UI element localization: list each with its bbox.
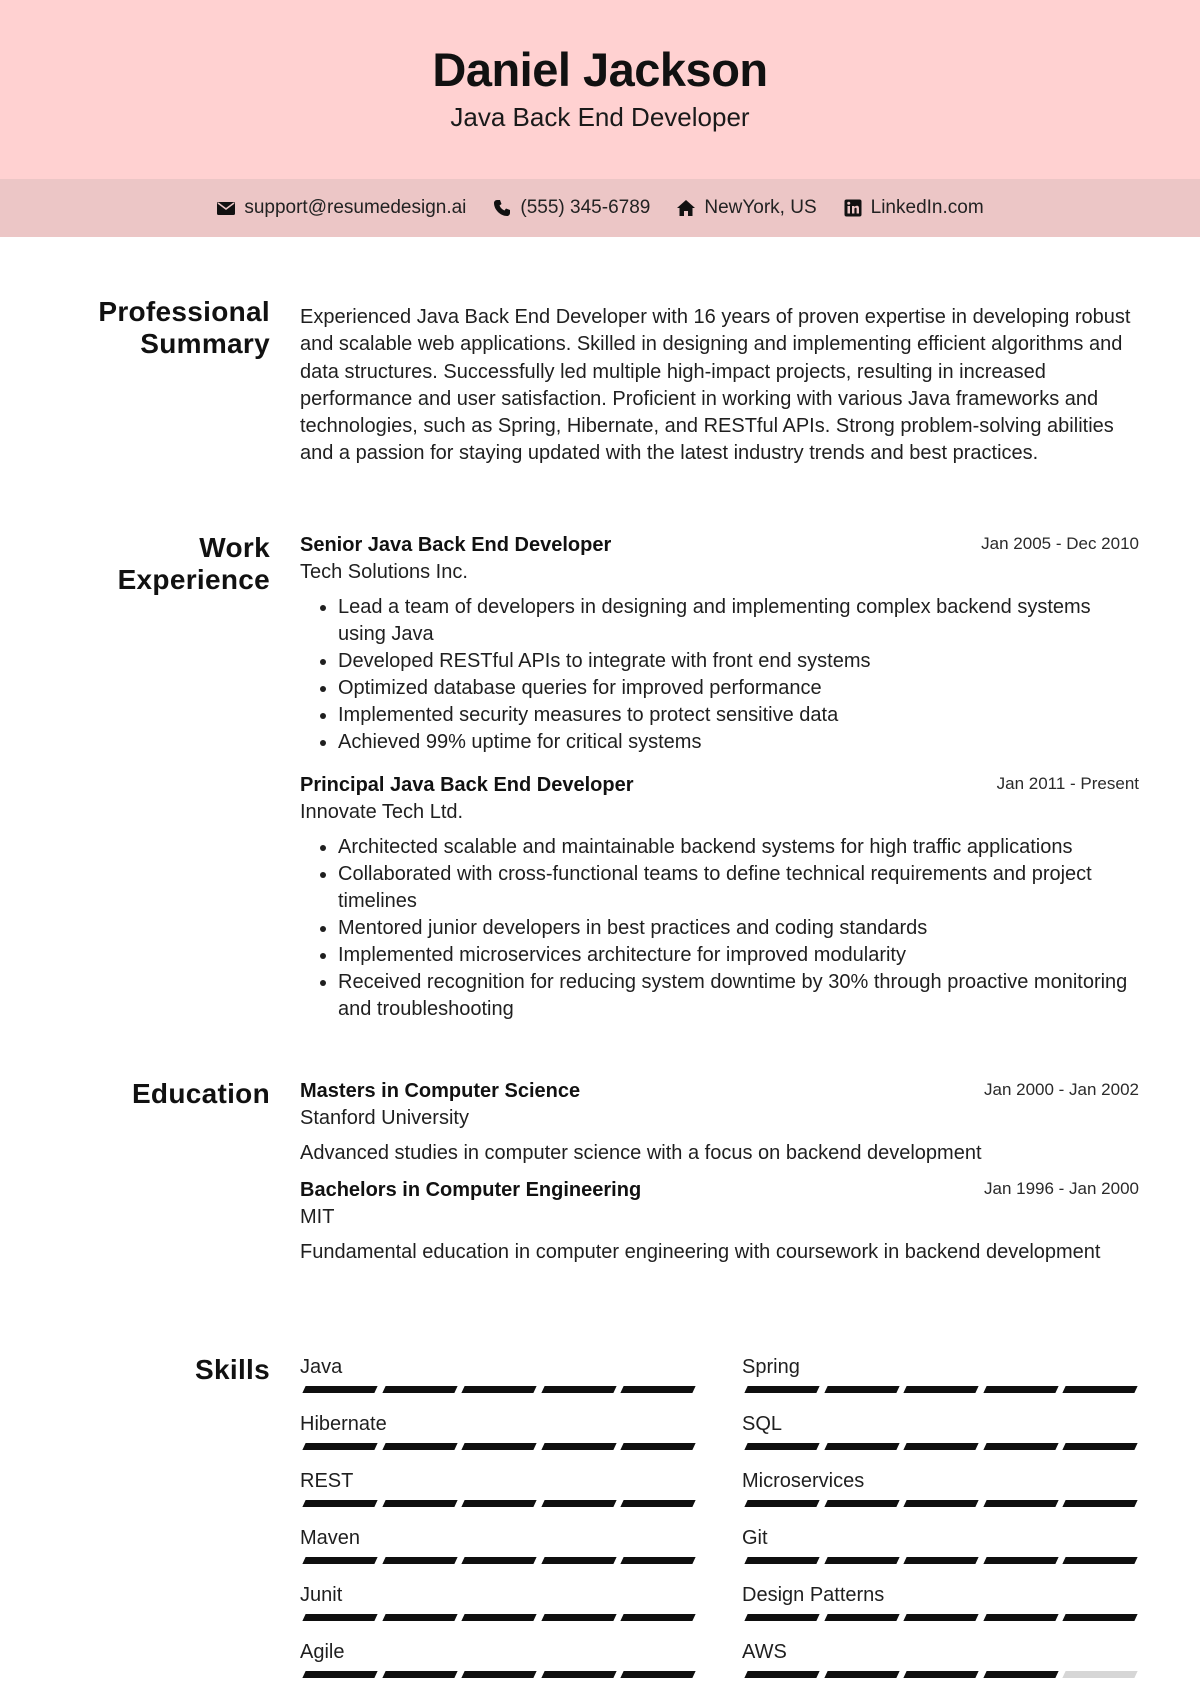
skill-item <box>742 1639 1139 1666</box>
skill-name: AWS <box>742 1641 787 1663</box>
skill-level-segment <box>983 1614 1058 1621</box>
experience-heading-line2: Experience <box>117 564 270 595</box>
job-title: Principal Java Back End Developer <box>300 774 634 796</box>
skill-level-segment <box>541 1614 616 1621</box>
skills-section <box>0 1354 1200 1684</box>
skill-level-segment <box>824 1500 899 1507</box>
skill-level-bar <box>742 1614 1139 1622</box>
candidate-name: Daniel Jackson <box>432 43 768 96</box>
experience-heading-line1: Work <box>199 532 270 563</box>
skill-level-segment <box>1062 1443 1137 1450</box>
skill-level-segment <box>620 1614 695 1621</box>
skill-level-segment <box>744 1557 819 1564</box>
skill-level-segment <box>382 1671 457 1678</box>
skill-name: Junit <box>300 1584 343 1606</box>
skill-name: Hibernate <box>300 1413 387 1435</box>
skill-level-segment <box>903 1443 978 1450</box>
skill-level-segment <box>620 1671 695 1678</box>
skill-level-segment <box>461 1500 536 1507</box>
skill-level-segment <box>541 1557 616 1564</box>
skill-level-bar <box>742 1671 1139 1679</box>
skill-level-segment <box>382 1500 457 1507</box>
job-entry <box>300 532 1139 756</box>
skill-name: Agile <box>300 1641 345 1663</box>
skills-heading: Skills <box>195 1354 270 1385</box>
skill-item <box>300 1582 697 1609</box>
skill-level-segment <box>1062 1557 1137 1564</box>
skill-name: Spring <box>742 1356 800 1378</box>
job-dates: Jan 2011 - Present <box>996 774 1139 793</box>
skill-name: Microservices <box>742 1470 865 1492</box>
job-bullet: • Lead a team of developers in designing and implementing complex backend systems using Java <box>338 594 1139 648</box>
skill-level-segment <box>461 1443 536 1450</box>
skill-level-bar <box>300 1500 697 1508</box>
skill-level-bar <box>300 1386 697 1394</box>
skill-name: SQL <box>742 1413 783 1435</box>
skill-level-segment <box>824 1671 899 1678</box>
skill-level-bar <box>742 1500 1139 1508</box>
skill-level-segment <box>461 1614 536 1621</box>
skill-level-segment <box>620 1500 695 1507</box>
job-entry <box>300 772 1139 1023</box>
skill-level-segment <box>1062 1500 1137 1507</box>
skill-level-segment <box>744 1671 819 1678</box>
skill-name: Java <box>300 1356 343 1378</box>
job-bullet: • Achieved 99% uptime for critical systems <box>338 729 1139 756</box>
job-bullet: • Optimized database queries for improved performance <box>338 675 1139 702</box>
school-name: Stanford University <box>300 1107 469 1129</box>
skill-level-segment <box>824 1386 899 1393</box>
skill-level-segment <box>903 1500 978 1507</box>
skill-level-segment <box>302 1443 377 1450</box>
education-dates: Jan 2000 - Jan 2002 <box>983 1080 1139 1099</box>
skill-level-bar <box>300 1443 697 1451</box>
home-icon <box>676 198 696 218</box>
skill-level-segment <box>824 1557 899 1564</box>
skill-level-segment <box>541 1386 616 1393</box>
phone-text[interactable]: (555) 345-6789 <box>520 197 651 218</box>
skill-level-segment <box>382 1614 457 1621</box>
skill-item <box>742 1582 1139 1609</box>
skill-level-bar <box>742 1386 1139 1394</box>
skill-item <box>300 1468 697 1495</box>
resume-header <box>0 0 1200 179</box>
skills-grid <box>300 1354 1139 1684</box>
skill-level-segment <box>744 1500 819 1507</box>
location-text: NewYork, US <box>704 197 817 218</box>
skill-item <box>742 1411 1139 1438</box>
skill-level-segment <box>744 1443 819 1450</box>
candidate-title: Java Back End Developer <box>450 102 750 132</box>
job-bullet: • Developed RESTful APIs to integrate with front end systems <box>338 648 1139 675</box>
skill-item <box>742 1354 1139 1381</box>
skill-level-segment <box>302 1614 377 1621</box>
job-bullet: • Implemented microservices architecture for improved modularity <box>338 942 1139 969</box>
job-bullet: • Architected scalable and maintainable backend systems for high traffic applications <box>338 834 1139 861</box>
contact-email[interactable] <box>216 197 466 219</box>
summary-text: Experienced Java Back End Developer with 16 years of proven expertise in developing robust and scalable web applications. Skilled in designing and implementing efficient algorithms and data structures. Successfully led multiple high-impact projects, resulting in increased performance and user satisfaction. Proficient in working with various Java frameworks and technologies, such as Spring, Hibernate, and RESTful APIs. Strong problem-solving abilities and a passion for staying updated with the latest industry trends and best practices. <box>300 306 1131 465</box>
envelope-icon <box>216 198 236 218</box>
skill-level-segment <box>744 1614 819 1621</box>
school-name: MIT <box>300 1206 335 1228</box>
skill-level-segment <box>983 1557 1058 1564</box>
education-dates: Jan 1996 - Jan 2000 <box>983 1179 1139 1198</box>
skill-level-bar <box>300 1614 697 1622</box>
skill-level-segment <box>983 1671 1058 1678</box>
skill-item <box>300 1639 697 1666</box>
skill-level-segment <box>1062 1614 1137 1621</box>
skill-level-segment <box>620 1386 695 1393</box>
summary-heading <box>60 296 270 360</box>
degree-title: Masters in Computer Science <box>300 1080 581 1102</box>
contact-bar <box>0 179 1200 237</box>
skill-level-segment <box>541 1500 616 1507</box>
skill-level-segment <box>541 1443 616 1450</box>
job-dates: Jan 2005 - Dec 2010 <box>981 534 1139 553</box>
job-bullet: • Implemented security measures to protect sensitive data <box>338 702 1139 729</box>
skill-item <box>300 1411 697 1438</box>
skill-level-segment <box>382 1386 457 1393</box>
job-bullets <box>300 594 1139 756</box>
skill-level-segment <box>461 1386 536 1393</box>
skill-level-segment <box>983 1443 1058 1450</box>
skill-item <box>742 1525 1139 1552</box>
skill-level-bar <box>300 1671 697 1679</box>
skill-level-segment <box>620 1443 695 1450</box>
skill-name: REST <box>300 1470 354 1492</box>
skill-level-segment <box>983 1386 1058 1393</box>
job-company: Tech Solutions Inc. <box>300 561 468 583</box>
skill-level-segment <box>302 1386 377 1393</box>
skill-level-segment <box>903 1614 978 1621</box>
skill-level-segment <box>824 1443 899 1450</box>
education-entry <box>300 1177 1139 1266</box>
job-bullet: • Received recognition for reducing system downtime by 30% through proactive monitoring and troubleshooting <box>338 969 1139 1023</box>
skill-name: Git <box>742 1527 768 1549</box>
email-text[interactable]: support@resumedesign.ai <box>244 197 467 218</box>
job-title: Senior Java Back End Developer <box>300 534 612 556</box>
skill-level-segment <box>620 1557 695 1564</box>
linkedin-icon <box>843 198 863 218</box>
skill-level-segment <box>461 1557 536 1564</box>
skill-item <box>300 1354 697 1381</box>
skill-level-segment <box>541 1671 616 1678</box>
skill-level-bar <box>742 1557 1139 1565</box>
job-company: Innovate Tech Ltd. <box>300 801 464 823</box>
linkedin-text[interactable]: LinkedIn.com <box>870 197 984 218</box>
skill-level-bar <box>742 1443 1139 1451</box>
skill-level-segment <box>1062 1671 1137 1678</box>
skill-level-segment <box>824 1614 899 1621</box>
summary-heading-line2: Summary <box>140 328 270 359</box>
skill-level-segment <box>302 1500 377 1507</box>
job-bullet: • Mentored junior developers in best practices and coding standards <box>338 915 1139 942</box>
skill-level-segment <box>302 1557 377 1564</box>
skill-level-segment <box>983 1500 1058 1507</box>
contact-linkedin[interactable] <box>843 197 984 219</box>
skill-name: Design Patterns <box>742 1584 885 1606</box>
skill-level-segment <box>744 1386 819 1393</box>
education-description: Advanced studies in computer science with a focus on backend development <box>300 1142 982 1164</box>
contact-phone[interactable] <box>492 197 650 219</box>
summary-heading-line1: Professional <box>98 296 270 327</box>
education-entry <box>300 1078 1139 1167</box>
education-description: Fundamental education in computer engineering with coursework in backend development <box>300 1241 1101 1263</box>
skill-level-segment <box>903 1671 978 1678</box>
skill-name: Maven <box>300 1527 361 1549</box>
skill-level-segment <box>382 1557 457 1564</box>
skill-level-bar <box>300 1557 697 1565</box>
contact-location <box>676 197 816 219</box>
skill-level-segment <box>382 1443 457 1450</box>
skill-level-segment <box>903 1557 978 1564</box>
experience-heading <box>60 532 270 596</box>
job-bullet: • Collaborated with cross-functional teams to define technical requirements and project timelines <box>338 861 1139 915</box>
job-bullets <box>300 834 1139 1023</box>
education-heading: Education <box>131 1078 270 1109</box>
skill-level-segment <box>461 1671 536 1678</box>
phone-icon <box>492 198 512 218</box>
degree-title: Bachelors in Computer Engineering <box>300 1179 642 1201</box>
skill-level-segment <box>1062 1386 1137 1393</box>
skill-item <box>742 1468 1139 1495</box>
skill-level-segment <box>302 1671 377 1678</box>
skill-item <box>300 1525 697 1552</box>
skill-level-segment <box>903 1386 978 1393</box>
